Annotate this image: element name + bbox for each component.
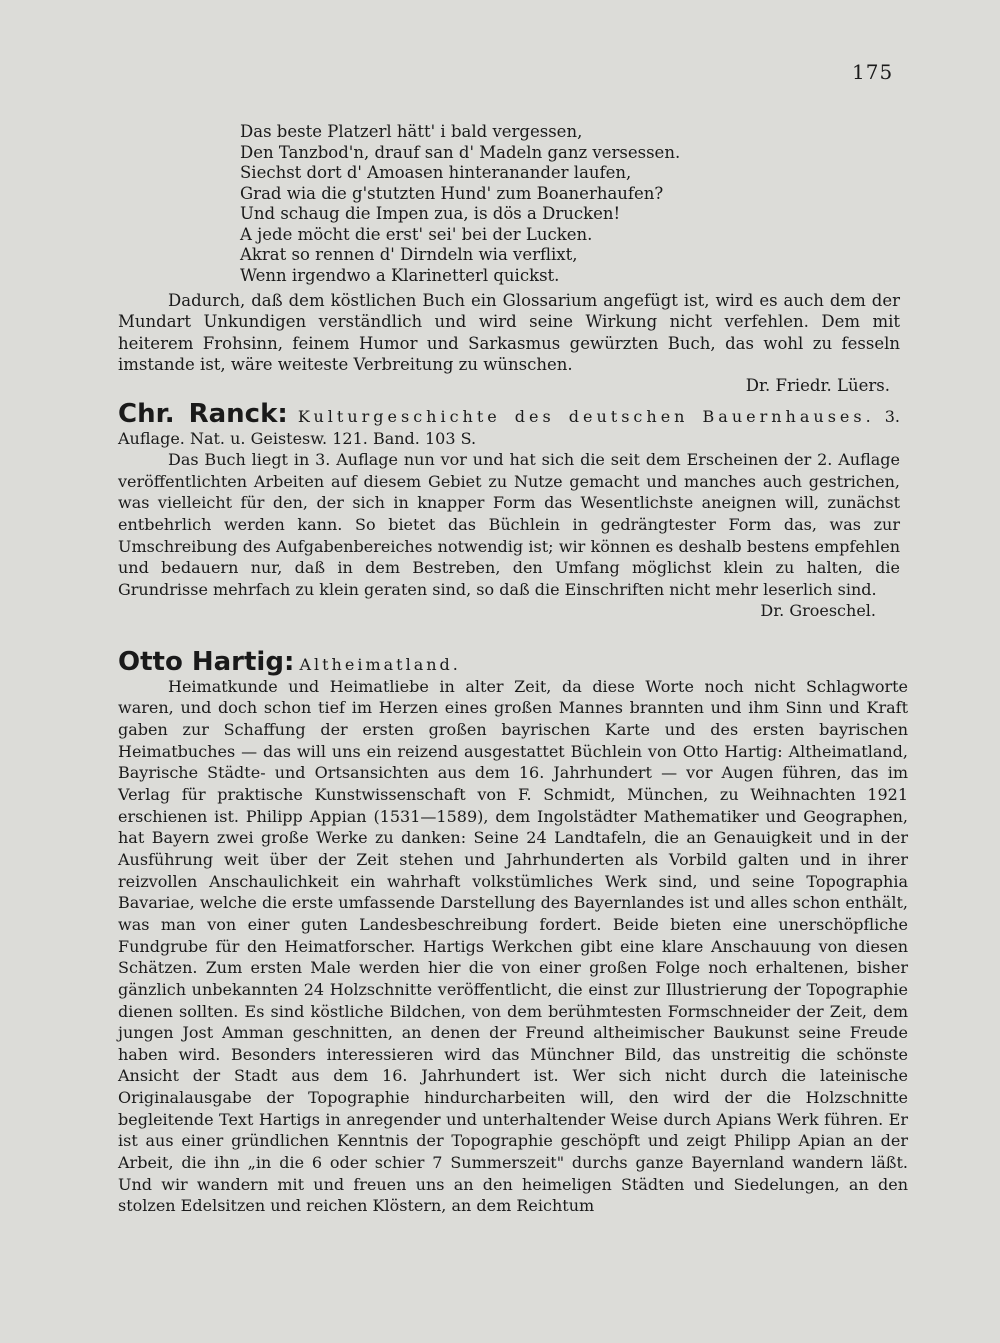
review-paragraph: Heimatkunde und Heimatliebe in alter Zeit, da diese Worte noch nicht Schlagworte waren, und doch schon tief im Herzen eines großen Mannes brannten und ihm Sinn und Kraft gaben zur Schaffung der ersten großen bayrischen Karte und des ersten bayrischen Heimatbuches — das will uns ein reizend ausgestattet Büchlein von Otto Hartig: Altheimatland, Bayrische Städte- und Ortsansichten aus dem 16. Jahrhundert — vor Augen führen, das im Verlag für praktische Kunstwissenschaft von F. Schmidt, München, zu Weihnachten 1921 erschienen ist. Philipp Appian (1531—1589), dem Ingolstädter Mathematiker und Geographen, hat Bayern zwei große Werke zu danken: Seine 24 Landtafeln, die an Genauigkeit und in der Ausführung weit über der Zeit stehen und Jahrhunderten als Vorbild galten und in ihrer reizvollen Anschaulichkeit ein wahrhaft volkstümliches Werk sind, und seine Topographia Bavariae, welche die erste umfassende Darstellung des Bayernlandes ist und alles schon enthält, was man von einer guten Landesbeschreibung fordert. Beide bieten eine unerschöpfliche Fundgrube für den Heimatforscher. Hartigs Werkchen gibt eine klare Anschauung von diesen Schätzen. Zum ersten Male werden hier die von einer großen Folge noch erhaltenen, bisher gänzlich unbekannten 24 Holzschnitte veröffentlicht, die einst zur Illustrierung der Topographie dienen sollten. Es sind köstliche Bildchen, von dem berühmtesten Formschneider der Zeit, dem jungen Jost Amman geschnitten, an denen der Freund altheimischer Baukunst seine Freude haben wird. Besonders interessieren wird das Münchner Bild, das unstreitig die schönste Ansicht der Stadt aus dem 16. Jahrhundert ist. Wer sich nicht durch die lateinische Originalausgabe der Topographie hindurcharbeiten will, den wird der die Holzschnitte begleitende Text Hartigs in anregender und unterhaltender Weise durch Apians Werk führen. Er ist aus einer gründlichen Kenntnis der Topographie geschöpft und zeigt Philipp Apian an der Arbeit, die ihn „in die 6 oder schier 7 Summerszeit" durchs ganze Bayernland wandern läßt. Und wir wandern mit und freuen uns an den heimeligen Städten und Siedelungen, an den stolzen Edelsitzen und reichen Klöstern, an dem Reichtum bbox=[118, 676, 908, 1216]
page-number: 175 bbox=[852, 60, 894, 84]
review-paragraph: Dadurch, daß dem köstlichen Buch ein Glossarium angefügt ist, wird es auch dem der Mundart Unkundigen verständlich und wird seine Wirkung nicht verfehlen. Dem mit heiterem Frohsinn, feinem Humor und Sarkasmus gewürzten Buch, das wohl zu fesseln imstande ist, wäre weiteste Verbreitung zu wünschen. bbox=[118, 291, 900, 374]
review-book-title: Kulturgeschichte des deutschen Bauernhauses. bbox=[297, 407, 875, 426]
poem-line: Das beste Platzerl hätt' i bald vergessen, bbox=[240, 122, 583, 141]
poem-line: A jede möcht die erst' sei' bei der Lucken. bbox=[240, 224, 593, 244]
review-heading bbox=[118, 399, 900, 449]
poem-line: Und schaug die Impen zua, is dös a Drucken! bbox=[240, 204, 621, 223]
poem-line: Grad wia die g'stutzten Hund' zum Boanerhaufen? bbox=[240, 183, 664, 203]
review-book-title: Altheimatland. bbox=[299, 655, 461, 674]
review-book-details: 3. Auflage. Nat. u. Geistesw. 121. Band. 103 S. bbox=[118, 407, 900, 448]
review-heading bbox=[118, 647, 908, 677]
review-paragraph bbox=[118, 449, 900, 621]
dialect-poem bbox=[240, 122, 880, 286]
review-section-3 bbox=[118, 647, 908, 1217]
reviewer-signature: Dr. Groeschel. bbox=[760, 601, 876, 621]
review-author: Chr. Ranck: bbox=[118, 399, 288, 429]
poem-line: Akrat so rennen d' Dirndeln wia verflixt, bbox=[240, 245, 578, 264]
review-author: Otto Hartig: bbox=[118, 647, 295, 677]
review-section-1 bbox=[118, 290, 900, 396]
review-section-2 bbox=[118, 399, 900, 622]
reviewer-signature: Dr. Friedr. Lüers. bbox=[745, 376, 890, 396]
poem-line: Wenn irgendwo a Klarinetterl quickst. bbox=[240, 265, 560, 285]
poem-line: Den Tanzbod'n, drauf san d' Madeln ganz versessen. bbox=[240, 142, 681, 162]
poem-line: Siechst dort d' Amoasen hinteranander laufen, bbox=[240, 163, 632, 182]
review-text: Das Buch liegt in 3. Auflage nun vor und hat sich die seit dem Erscheinen der 2. Auflage veröffentlichten Arbeiten auf diesem Gebiet zu Nutze gemacht und manches auch gestrichen, was vielleicht für den, der sich in knapper Form das Wesentlichste aneignen will, zunächst entbehrlich werden kann. So bietet das Büchlein in gedrängtester Form das, was zur Umschreibung des Aufgabenbereiches notwendig ist; wir können es deshalb bestens empfehlen und bedauern nur, daß in dem Bestreben, den Umfang möglichst klein zu halten, die Grundrisse mehrfach zu klein geraten sind, so daß die Einschriften nicht mehr leserlich sind. bbox=[118, 450, 900, 599]
